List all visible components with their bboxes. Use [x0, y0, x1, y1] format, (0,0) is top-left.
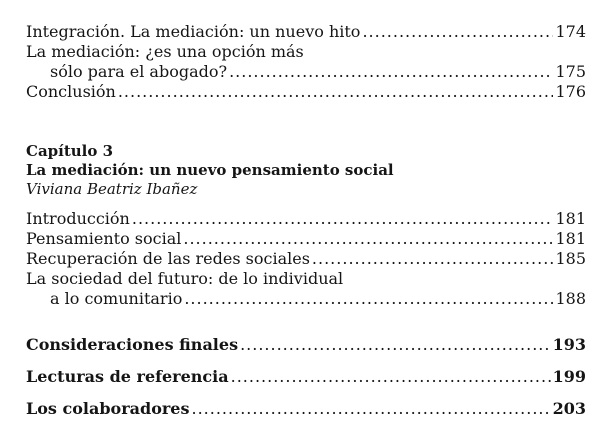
chapter-title: La mediación: un nuevo pensamiento social	[26, 161, 394, 179]
dot-leader	[312, 249, 554, 269]
toc-entry-integracion	[26, 22, 586, 42]
toc-entry-title: Lecturas de referencia	[26, 367, 229, 386]
toc-entry-page: 174	[555, 22, 586, 41]
toc-entry-title: La mediación: ¿es una opción más	[26, 42, 304, 61]
toc-entry-title: sólo para el abogado?	[50, 62, 228, 81]
dot-leader	[229, 62, 553, 82]
toc-entry-recuperacion	[26, 249, 586, 269]
toc-entry-title: Conclusión	[26, 82, 116, 101]
toc-entry-page: 175	[555, 62, 586, 81]
toc-entry-conclusion	[26, 82, 586, 102]
toc-entry-introduccion	[26, 209, 586, 229]
toc-entry-pensamiento-social	[26, 229, 586, 249]
dot-leader	[231, 367, 551, 387]
dot-leader	[192, 399, 551, 419]
toc-entry-consideraciones-finales	[26, 335, 586, 355]
toc-entry-title: Integración. La mediación: un nuevo hito	[26, 22, 361, 41]
toc-entry-lecturas-de-referencia	[26, 367, 586, 387]
toc-entry-opcion-first-line	[26, 42, 586, 62]
toc-entry-page: 193	[552, 335, 586, 354]
toc-entry-los-colaboradores	[26, 399, 586, 419]
toc-entry-page: 199	[552, 367, 586, 386]
toc-entry-title: Consideraciones finales	[26, 335, 239, 354]
toc-entry-page: 203	[552, 399, 586, 418]
toc-entry-title: Recuperación de las redes sociales	[26, 249, 310, 268]
toc-entry-page: 176	[555, 82, 586, 101]
chapter-label: Capítulo 3	[26, 142, 114, 160]
toc-entry-opcion-continuation	[26, 62, 586, 82]
toc-entry-title: La sociedad del futuro: de lo individual	[26, 269, 344, 288]
toc-entry-page: 181	[555, 209, 586, 228]
chapter-author: Viviana Beatriz Ibañez	[26, 180, 198, 198]
dot-leader	[240, 335, 551, 355]
toc-entry-page: 185	[555, 249, 586, 268]
dot-leader	[183, 229, 553, 249]
toc-entry-title: Introducción	[26, 209, 130, 228]
dot-leader	[184, 289, 553, 309]
table-of-contents	[26, 22, 586, 419]
toc-entry-page: 181	[555, 229, 586, 248]
toc-entry-sociedad-first-line	[26, 269, 586, 289]
toc-entry-title: Los colaboradores	[26, 399, 190, 418]
toc-entry-title: a lo comunitario	[50, 289, 183, 308]
toc-entry-title: Pensamiento social	[26, 229, 182, 248]
toc-entry-sociedad-continuation	[26, 289, 586, 309]
dot-leader	[362, 22, 553, 42]
dot-leader	[132, 209, 554, 229]
toc-entry-page: 188	[555, 289, 586, 308]
dot-leader	[118, 82, 554, 102]
